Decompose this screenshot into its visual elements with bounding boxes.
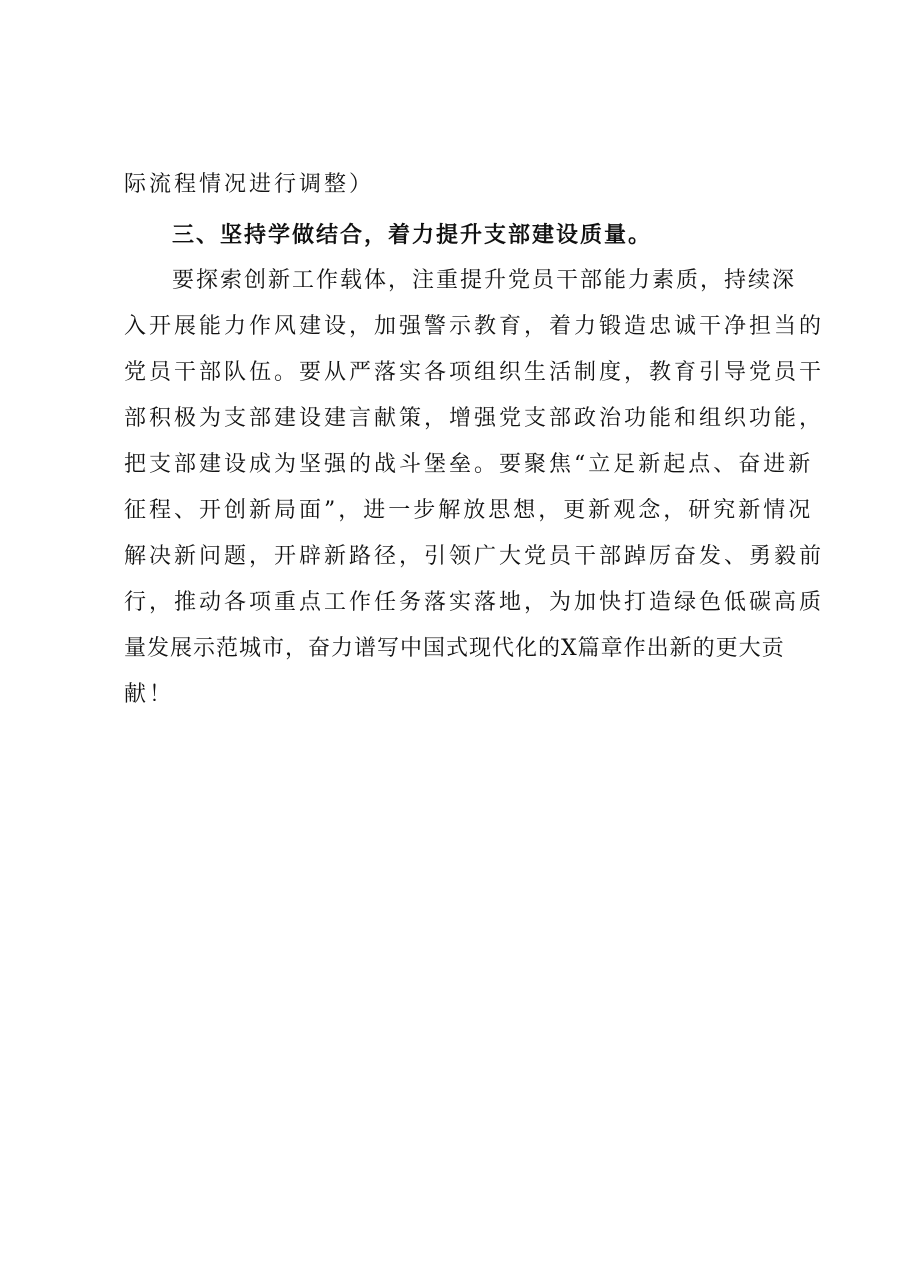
section-heading: 三、坚持学做结合，着力提升支部建设质量。: [172, 222, 653, 248]
paragraph-line-9: 量发展示范城市，奋力谱写中国式现代化的X篇章作出新的更大贡: [124, 636, 785, 661]
paragraph-line-4: 部积极为支部建设建言献策，增强党支部政治功能和组织功能，: [124, 406, 825, 431]
paragraph-line-2: 入开展能力作风建设，加强警示教育，着力锻造忠诚干净担当的: [124, 314, 825, 339]
paragraph-line-1: 要探索创新工作载体，注重提升党员干部能力素质，持续深: [172, 268, 797, 293]
paragraph-line-5: 把支部建设成为坚强的战斗堡垒。要聚焦“立足新起点、奋进新: [124, 452, 814, 477]
paragraph-line-7: 解决新问题，开辟新路径，引领广大党员干部踔厉奋发、勇毅前: [124, 544, 825, 569]
paragraph-line-6: 征程、开创新局面”，进一步解放思想，更新观念，研究新情况: [124, 498, 814, 523]
paragraph-line-8: 行，推动各项重点工作任务落实落地，为加快打造绿色低碳高质: [124, 590, 825, 615]
carryover-text-line: 际流程情况进行调整）: [124, 172, 375, 197]
paragraph-line-3: 党员干部队伍。要从严落实各项组织生活制度，教育引导党员干: [124, 360, 825, 385]
paragraph-line-10: 献！: [124, 682, 175, 707]
